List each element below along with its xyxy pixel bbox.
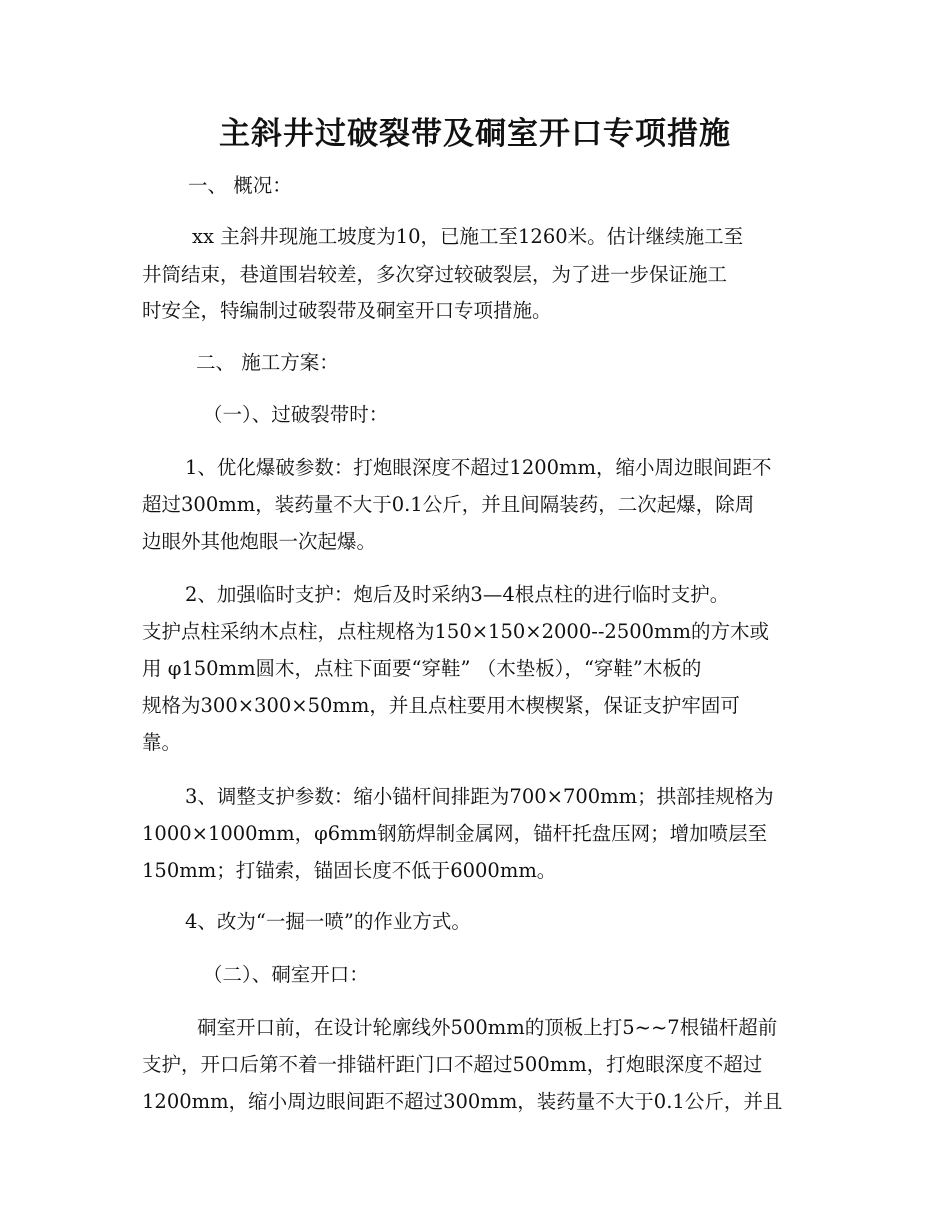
paragraph-line: 边眼外其他炮眼一次起爆。: [142, 530, 377, 553]
paragraph-line: 150mm；打锚索，锚固长度不低于6000mm。: [142, 859, 557, 882]
paragraph-line: 支护，开口后第不着一排锚杆距门口不超过500mm，打炮眼深度不超过: [142, 1053, 763, 1076]
paragraph-line: 超过300mm，装药量不大于0.1公斤，并且间隔装药，二次起爆，除周: [142, 493, 755, 516]
paragraph-line: 1000×1000mm，φ6mm钢筋焊制金属网，锚杆托盘压网；增加喷层至: [142, 822, 768, 845]
paragraph-line: 靠。: [142, 731, 182, 754]
paragraph-line: 4、改为“一掘一喷”的作业方式。: [185, 910, 471, 933]
subsection-heading-fracture-zone: （一）、过破裂带时：: [203, 403, 389, 426]
paragraph-line: 井筒结束，巷道围岩较差，多次穿过较破裂层，为了进一步保证施工: [142, 263, 728, 286]
paragraph-line: 1、优化爆破参数：打炮眼深度不超过1200mm，缩小周边眼间距不: [185, 456, 772, 479]
paragraph-line: 1200mm，缩小周边眼间距不超过300mm，装药量不大于0.1公斤，并且: [142, 1090, 783, 1113]
paragraph-line: 用 φ150mm圆木，点柱下面要“穿鞋” （木垫板），“穿鞋”木板的: [142, 657, 702, 680]
paragraph-line: 3、调整支护参数：缩小锚杆间排距为700×700mm；拱部挂规格为: [185, 785, 774, 808]
paragraph-line: 时安全，特编制过破裂带及硐室开口专项措施。: [142, 299, 552, 322]
subsection-heading-chamber-opening: （二）、硐室开口：: [203, 963, 369, 986]
section-heading-plan: 二、 施工方案：: [196, 351, 339, 374]
paragraph-line: 2、加强临时支护：炮后及时采纳3—4根点柱的进行临时支护。: [185, 583, 730, 606]
paragraph-line: 规格为300×300×50mm，并且点柱要用木楔楔紧，保证支护牢固可: [142, 694, 740, 717]
paragraph-line: xx 主斜井现施工坡度为10，已施工至1260米。估计继续施工至: [192, 225, 744, 248]
document-title: 主斜井过破裂带及硐室开口专项措施: [219, 116, 731, 152]
section-heading-overview: 一、 概况：: [188, 174, 292, 197]
paragraph-line: 支护点柱采纳木点柱，点柱规格为150×150×2000--2500mm的方木或: [142, 620, 770, 643]
paragraph-line: 硐室开口前，在设计轮廓线外500mm的顶板上打5~~7根锚杆超前: [197, 1016, 778, 1039]
